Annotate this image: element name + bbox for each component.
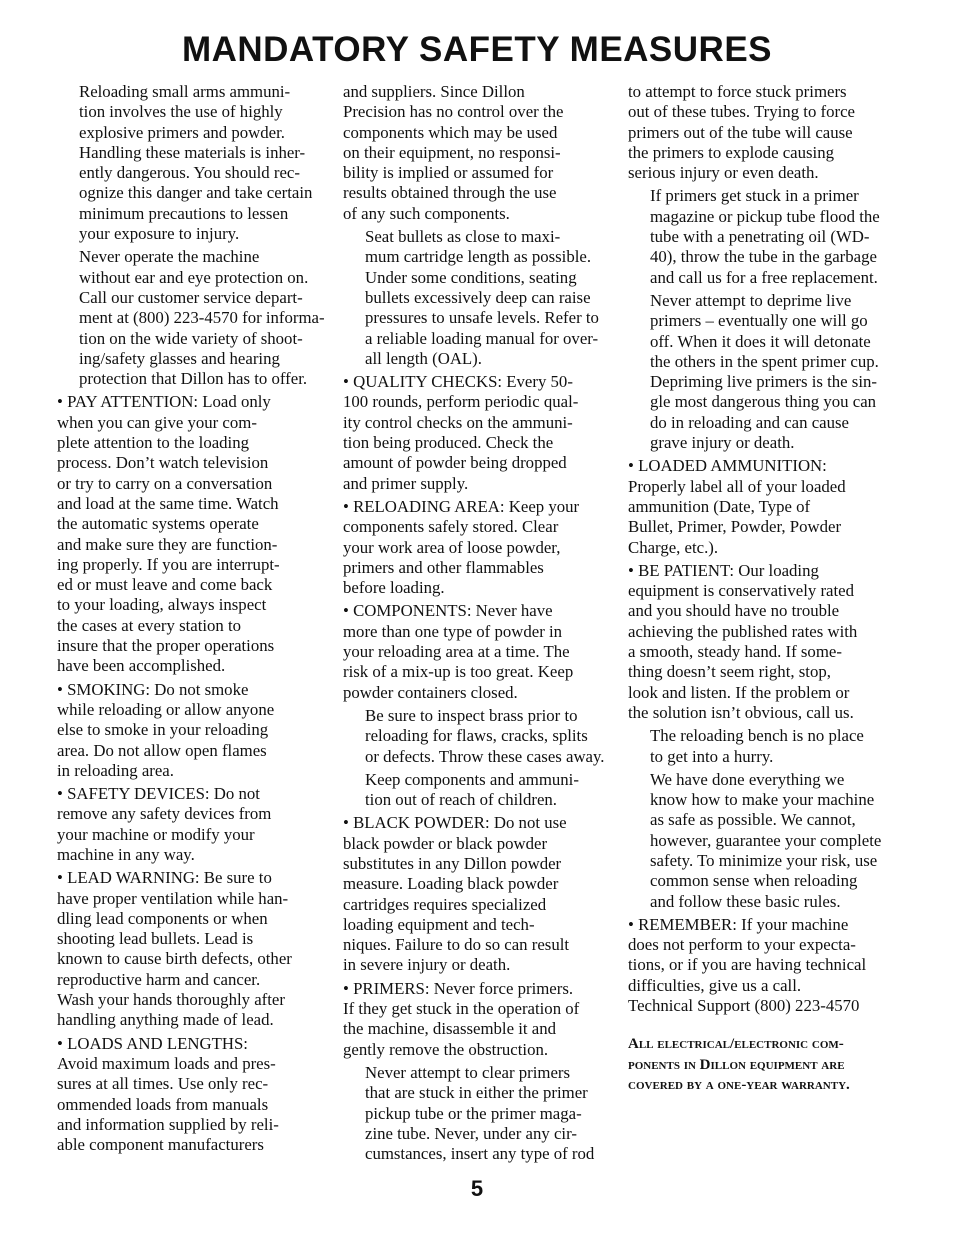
paragraph (343, 706, 613, 767)
text-line: that are stuck in either the primer (365, 1083, 588, 1103)
text-line: components safely stored. Clear (343, 517, 559, 537)
text-line: look and listen. If the problem or (628, 682, 850, 702)
text-line: and suppliers. Since Dillon (343, 82, 525, 101)
text-line: area. Do not allow open flames (57, 740, 267, 760)
text-line: tube with a penetrating oil (WD- (650, 227, 870, 247)
column-left (57, 82, 327, 1158)
text-line: without ear and eye protection on. (79, 267, 309, 287)
text-line: magazine or pickup tube flood the (650, 206, 880, 226)
text-line: tion out of reach of children. (365, 790, 557, 810)
text-line: tion being produced. Check the (343, 433, 554, 453)
paragraph (343, 601, 613, 702)
text-line: black powder or black powder (343, 833, 548, 853)
text-line: Seat bullets as close to maxi- (365, 227, 561, 247)
column-right (628, 82, 900, 1095)
text-line: the machine, disassemble it and (343, 1019, 556, 1039)
text-line: reloading for flaws, cracks, splits (365, 726, 588, 746)
text-line: Avoid maximum loads and pres- (57, 1053, 276, 1073)
text-line: Precision has no control over the (343, 102, 564, 122)
text-line: Call our customer service depart- (79, 287, 303, 307)
paragraph (343, 1063, 613, 1164)
text-line: ently dangerous. You should rec- (79, 163, 300, 183)
paragraph (628, 561, 900, 723)
column-right-body (628, 82, 900, 1016)
text-line: Under some conditions, seating (365, 267, 577, 287)
text-line: serious injury or even death. (628, 163, 819, 183)
text-line: loading equipment and tech- (343, 914, 535, 934)
paragraph (57, 680, 327, 781)
text-line: • PRIMERS: Never force primers. (343, 978, 574, 998)
paragraph (343, 82, 613, 224)
text-line: measure. Loading black powder (343, 874, 559, 894)
text-line: bullets excessively deep can raise (365, 287, 591, 307)
text-line: tions, or if you are having technical (628, 955, 867, 975)
paragraph (343, 770, 613, 811)
text-line: cumstances, insert any type of rod (365, 1144, 595, 1164)
text-line: however, guarantee your complete (650, 830, 882, 850)
text-line: Never operate the machine (79, 247, 260, 267)
text-line: achieving the published rates with (628, 621, 858, 641)
text-line: • REMEMBER: If your machine (628, 914, 849, 934)
text-line: niques. Failure to do so can result (343, 935, 570, 955)
text-line: ity control checks on the ammuni- (343, 412, 573, 432)
text-line: as safe as possible. We cannot, (650, 810, 856, 830)
paragraph (628, 770, 900, 912)
text-line: ed or must leave and come back (57, 575, 273, 595)
text-line: common sense when reloading (650, 871, 858, 891)
text-line: have proper ventilation while han- (57, 888, 289, 908)
column-middle (343, 82, 613, 1167)
paragraph (628, 291, 900, 453)
page-number: 5 (470, 1176, 484, 1201)
text-line: Properly label all of your loaded (628, 476, 846, 496)
text-line: in reloading area. (57, 760, 174, 780)
text-line: • COMPONENTS: Never have (343, 601, 553, 621)
text-line: 40), throw the tube in the garbage (650, 247, 877, 267)
paragraph (343, 979, 613, 1060)
text-line: your machine or modify your (57, 824, 255, 844)
text-line: have been accomplished. (57, 656, 226, 676)
text-line: components which may be used (343, 122, 558, 142)
text-line: equipment is conservatively rated (628, 581, 855, 601)
text-line: sures at all times. Use only rec- (57, 1074, 269, 1094)
text-line: risk of a mix-up is too great. Keep (343, 662, 574, 682)
text-line: do in reloading and can cause (650, 412, 849, 432)
paragraph (628, 726, 900, 767)
text-line: safety. To minimize your risk, use (650, 850, 878, 870)
text-line: to attempt to force stuck primers (628, 82, 847, 101)
text-line: a smooth, steady hand. If some- (628, 642, 842, 662)
text-line: primers – eventually one will go (650, 311, 868, 331)
text-line: does not perform to your expecta- (628, 935, 856, 955)
text-line: Technical Support (800) 223-4570 (628, 996, 860, 1016)
text-line: Depriming live primers is the sin- (650, 372, 877, 392)
text-line: If they get stuck in the operation of (343, 999, 580, 1019)
text-line: machine in any way. (57, 844, 195, 864)
text-line: minimum precautions to lessen (79, 203, 289, 223)
text-line: know how to make your machine (650, 790, 875, 810)
text-line: dling lead components or when (57, 908, 268, 928)
text-line: a reliable loading manual for over- (365, 328, 599, 348)
text-line: reproductive harm and cancer. (57, 969, 261, 989)
warranty-line: ponents in Dillon equipment are (628, 1056, 845, 1073)
text-line: and follow these basic rules. (650, 891, 841, 911)
text-line: ognize this danger and take certain (79, 183, 313, 203)
paragraph (57, 82, 327, 244)
text-line: • BLACK POWDER: Do not use (343, 813, 567, 833)
text-line: The reloading bench is no place (650, 726, 864, 746)
paragraph (57, 247, 327, 389)
text-line: your work area of loose powder, (343, 537, 561, 557)
text-line: and information supplied by reli- (57, 1114, 279, 1134)
text-line: the automatic systems operate (57, 514, 259, 534)
text-line: else to smoke in your reloading (57, 720, 269, 740)
text-line: and load at the same time. Watch (57, 493, 279, 513)
text-line: out of these tubes. Trying to force (628, 102, 855, 122)
text-line: ment at (800) 223-4570 for informa- (79, 308, 325, 328)
text-line: If primers get stuck in a primer (650, 186, 859, 206)
text-line: Never attempt to clear primers (365, 1062, 571, 1082)
text-line: ing/safety glasses and hearing (79, 348, 280, 368)
text-line: Never attempt to deprime live (650, 290, 852, 310)
text-line: before loading. (343, 578, 445, 598)
text-line: and call us for a free replacement. (650, 267, 878, 287)
text-line: difficulties, give us a call. (628, 975, 802, 995)
text-line: ommended loads from manuals (57, 1094, 269, 1114)
paragraph (57, 392, 327, 676)
text-line: the primers to explode causing (628, 142, 834, 162)
text-line: the solution isn’t obvious, call us. (628, 702, 854, 722)
text-line: zine tube. Never, under any cir- (365, 1123, 577, 1143)
paragraph (343, 813, 613, 975)
text-line: • RELOADING AREA: Keep your (343, 496, 580, 516)
text-line: pressures to unsafe levels. Refer to (365, 308, 599, 328)
text-line: • BE PATIENT: Our loading (628, 560, 819, 580)
text-line: on their equipment, no responsi- (343, 142, 561, 162)
text-line: • SMOKING: Do not smoke (57, 679, 249, 699)
text-line: the others in the spent primer cup. (650, 351, 879, 371)
text-line: cartridges requires specialized (343, 894, 547, 914)
text-line: tion involves the use of highly (79, 102, 283, 122)
text-line: your exposure to injury. (79, 224, 240, 244)
text-line: handling anything made of lead. (57, 1010, 274, 1030)
text-line: and primer supply. (343, 473, 469, 493)
paragraph (628, 456, 900, 557)
text-line: mum cartridge length as possible. (365, 247, 592, 267)
warranty-note (628, 1034, 900, 1095)
text-line: • SAFETY DEVICES: Do not (57, 784, 260, 804)
text-line: Keep components and ammuni- (365, 769, 579, 789)
text-line: and make sure they are function- (57, 534, 278, 554)
text-line: insure that the proper operations (57, 636, 275, 656)
text-line: Handling these materials is inher- (79, 142, 306, 162)
text-line: gently remove the obstruction. (343, 1039, 549, 1059)
paragraph (628, 915, 900, 1016)
text-line: Charge, etc.). (628, 537, 719, 557)
text-line: Wash your hands thoroughly after (57, 990, 285, 1010)
text-line: plete attention to the loading (57, 433, 250, 453)
warranty-line: covered by a one-year warranty. (628, 1076, 850, 1093)
text-line: protection that Dillon has to offer. (79, 369, 308, 389)
text-line: gle most dangerous thing you can (650, 392, 877, 412)
text-line: 100 rounds, perform periodic qual- (343, 392, 579, 412)
text-line: primers and other flammables (343, 557, 544, 577)
text-line: Bullet, Primer, Powder, Powder (628, 517, 842, 537)
text-line: results obtained through the use (343, 183, 557, 203)
text-line: able component manufacturers (57, 1135, 264, 1155)
text-line: more than one type of powder in (343, 621, 563, 641)
text-line: or try to carry on a conversation (57, 473, 273, 493)
text-line: remove any safety devices from (57, 804, 272, 824)
text-line: shooting lead bullets. Lead is (57, 929, 254, 949)
text-line: Be sure to inspect brass prior to (365, 705, 578, 725)
text-line: to your loading, always inspect (57, 595, 267, 615)
text-line: • LOADS AND LENGTHS: (57, 1033, 248, 1053)
text-line: • LEAD WARNING: Be sure to (57, 868, 272, 888)
text-line: ammunition (Date, Type of (628, 496, 811, 516)
paragraph (343, 227, 613, 369)
text-line: the cases at every station to (57, 615, 242, 635)
text-line: explosive primers and powder. (79, 122, 285, 142)
text-line: powder containers closed. (343, 682, 518, 702)
warranty-line: All electrical/electronic com- (628, 1036, 844, 1053)
text-line: We have done everything we (650, 769, 845, 789)
text-line: in severe injury or death. (343, 955, 511, 975)
text-line: process. Don’t watch television (57, 453, 269, 473)
text-line: grave injury or death. (650, 433, 795, 453)
text-line: thing doesn’t seem right, stop, (628, 662, 831, 682)
paragraph (57, 784, 327, 865)
text-line: to get into a hurry. (650, 746, 774, 766)
text-line: pickup tube or the primer maga- (365, 1103, 582, 1123)
text-line: • LOADED AMMUNITION: (628, 456, 827, 476)
text-line: or defects. Throw these cases away. (365, 746, 605, 766)
text-line: while reloading or allow anyone (57, 699, 275, 719)
text-line: off. When it does it will detonate (650, 331, 871, 351)
text-line: • PAY ATTENTION: Load only (57, 392, 271, 412)
text-line: and you should have no trouble (628, 601, 840, 621)
text-line: • QUALITY CHECKS: Every 50- (343, 372, 573, 392)
text-line: your reloading area at a time. The (343, 642, 570, 662)
text-line: known to cause birth defects, other (57, 949, 292, 969)
paragraph (343, 497, 613, 598)
paragraph (628, 82, 900, 183)
text-line: substitutes in any Dillon powder (343, 853, 562, 873)
paragraph (628, 186, 900, 287)
text-line: primers out of the tube will cause (628, 122, 853, 142)
text-line: when you can give your com- (57, 412, 257, 432)
text-line: tion on the wide variety of shoot- (79, 328, 303, 348)
page-title: MANDATORY SAFETY MEASURES (181, 30, 773, 69)
text-line: bility is implied or assumed for (343, 163, 554, 183)
text-line: all length (OAL). (365, 348, 482, 368)
text-line: amount of powder being dropped (343, 453, 567, 473)
paragraph (343, 372, 613, 494)
text-line: of any such components. (343, 203, 510, 223)
text-line: ing properly. If you are interrupt- (57, 554, 280, 574)
paragraph (57, 1034, 327, 1156)
paragraph (57, 868, 327, 1030)
text-line: Reloading small arms ammuni- (79, 82, 291, 101)
